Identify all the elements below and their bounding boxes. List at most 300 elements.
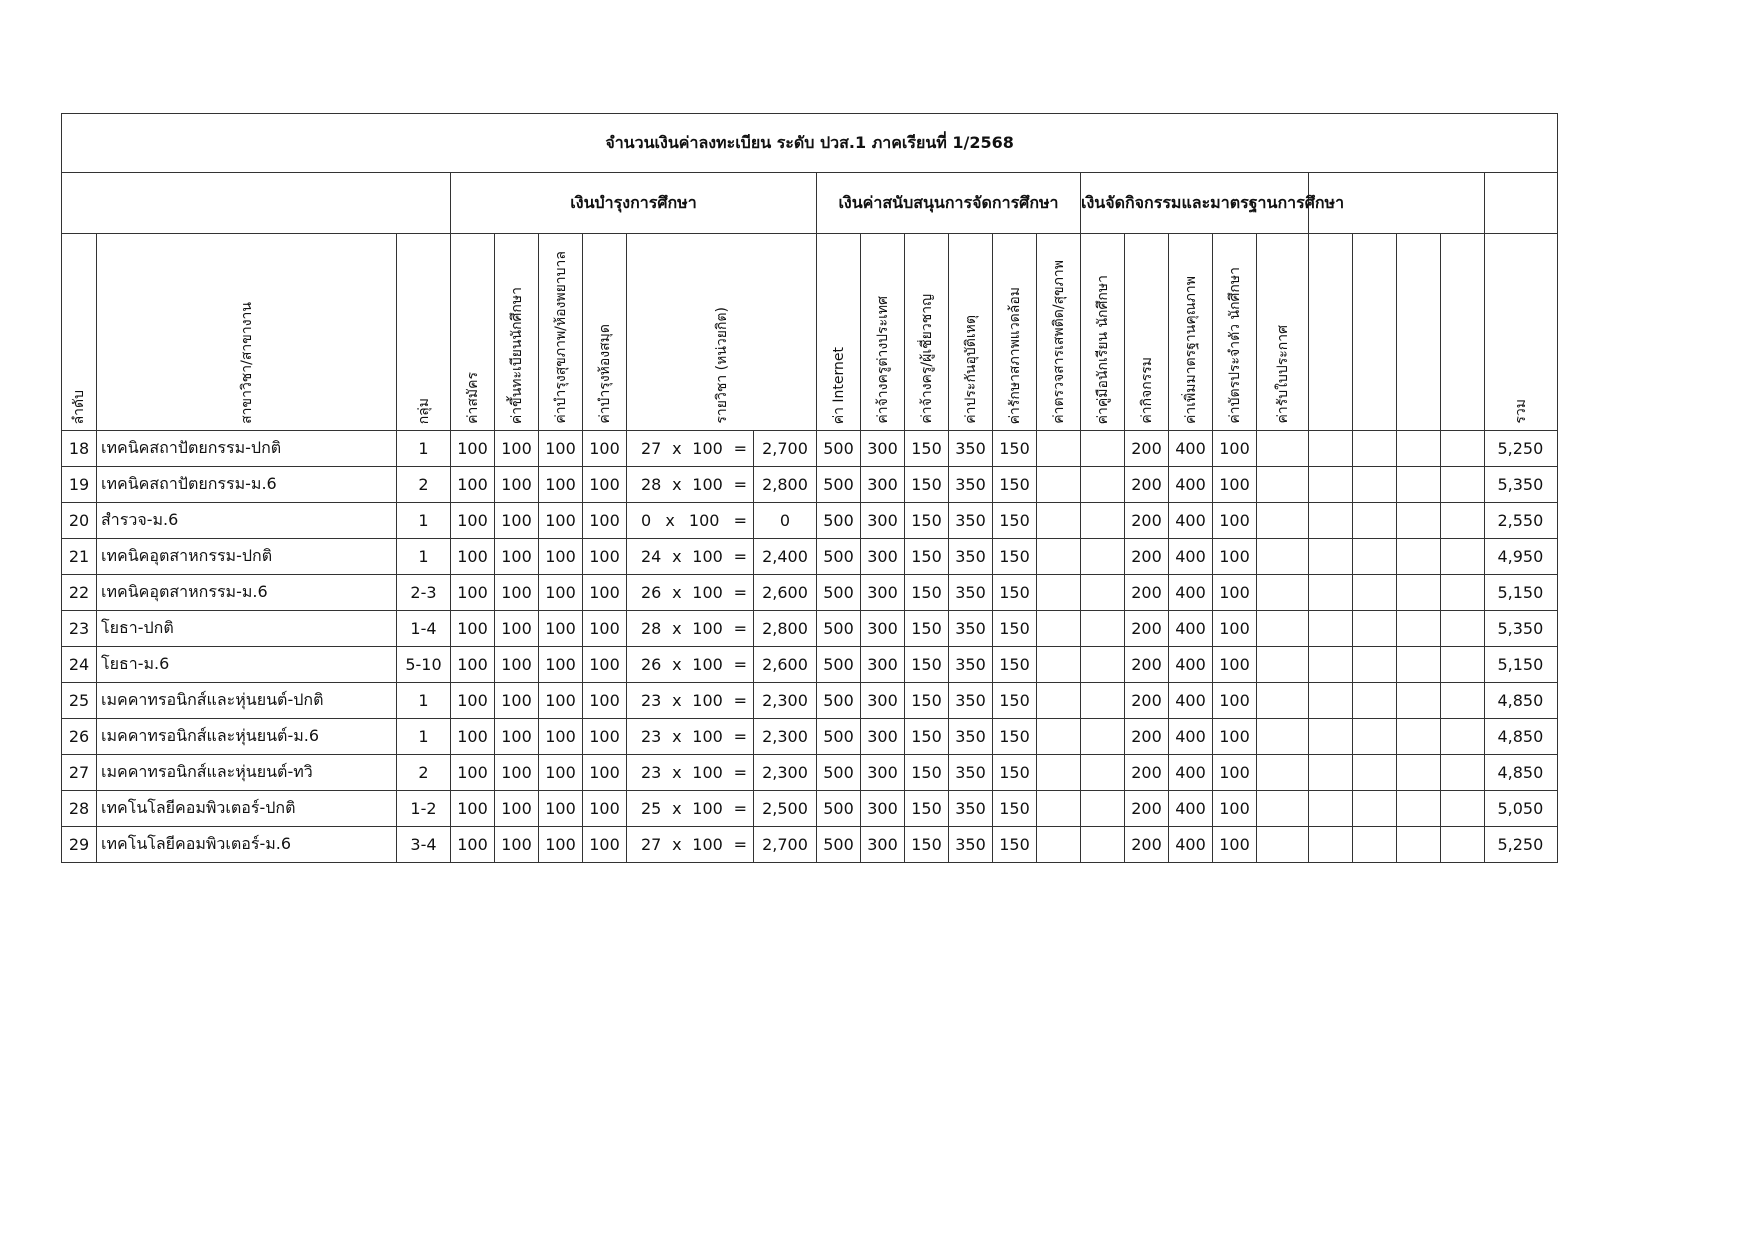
credit-formula: [627, 835, 753, 854]
header-no: [62, 234, 97, 431]
row-no: 25: [62, 683, 97, 719]
equals-sign: =: [733, 655, 747, 674]
header-handbook: [1081, 234, 1125, 431]
row-environment-fee: 150: [993, 647, 1037, 683]
row-credit-subtotal: 2,500: [754, 791, 817, 827]
row-handbook-fee: [1081, 575, 1125, 611]
credit-formula: [627, 547, 753, 566]
row-internet-fee: 500: [817, 431, 861, 467]
row-extra-1: [1309, 719, 1353, 755]
row-extra-3: [1397, 719, 1441, 755]
group-blank-total: [1485, 173, 1558, 234]
rate-value: 100: [692, 835, 723, 854]
times-sign: x: [672, 691, 682, 710]
row-application-fee: 100: [451, 431, 495, 467]
credits-value: 26: [641, 655, 662, 674]
row-extra-2: [1353, 719, 1397, 755]
row-certificate-fee: [1257, 503, 1309, 539]
equals-sign: =: [733, 619, 747, 638]
row-library-fee: 100: [583, 719, 627, 755]
row-extra-1: [1309, 503, 1353, 539]
row-health-fee: 100: [539, 575, 583, 611]
row-registration-fee: 100: [495, 827, 539, 863]
header-no-label: ลำดับ: [71, 389, 87, 424]
row-health-fee: 100: [539, 827, 583, 863]
header-quality-label: ค่าเพิ่มมาตรฐานคุณภาพ: [1182, 276, 1199, 424]
row-application-fee: 100: [451, 755, 495, 791]
row-extra-2: [1353, 539, 1397, 575]
rate-value: 100: [692, 691, 723, 710]
times-sign: x: [672, 835, 682, 854]
row-id-card-fee: 100: [1213, 647, 1257, 683]
row-credit-subtotal: 2,700: [754, 827, 817, 863]
row-library-fee: 100: [583, 755, 627, 791]
credits-value: 23: [641, 691, 662, 710]
header-internet: [817, 234, 861, 431]
rate-value: 100: [692, 655, 723, 674]
row-quality-fee: 400: [1169, 755, 1213, 791]
row-extra-1: [1309, 827, 1353, 863]
row-extra-3: [1397, 575, 1441, 611]
rate-value: 100: [692, 547, 723, 566]
row-foreign-teacher-fee: 300: [861, 719, 905, 755]
row-extra-2: [1353, 683, 1397, 719]
row-registration-fee: 100: [495, 503, 539, 539]
credit-formula: [627, 439, 753, 458]
row-total: 5,150: [1485, 647, 1558, 683]
row-expert-teacher-fee: 150: [905, 647, 949, 683]
row-internet-fee: 500: [817, 683, 861, 719]
row-foreign-teacher-fee: 300: [861, 431, 905, 467]
row-extra-4: [1441, 647, 1485, 683]
row-id-card-fee: 100: [1213, 683, 1257, 719]
header-library-label: ค่าบำรุงห้องสมุด: [596, 324, 613, 424]
header-library: [583, 234, 627, 431]
row-major: เมคคาทรอนิกส์และหุ่นยนต์-ปกติ: [97, 683, 397, 719]
header-per-credit: [627, 234, 817, 431]
row-extra-2: [1353, 611, 1397, 647]
equals-sign: =: [733, 835, 747, 854]
row-activities-fee: 200: [1125, 539, 1169, 575]
row-health-fee: 100: [539, 683, 583, 719]
times-sign: x: [672, 727, 682, 746]
table-row: [62, 503, 1558, 539]
row-health-fee: 100: [539, 755, 583, 791]
row-expert-teacher-fee: 150: [905, 431, 949, 467]
row-environment-fee: 150: [993, 719, 1037, 755]
times-sign: x: [672, 583, 682, 602]
row-activities-fee: 200: [1125, 647, 1169, 683]
row-credit-subtotal: 2,300: [754, 683, 817, 719]
row-certificate-fee: [1257, 575, 1309, 611]
table-row: [62, 755, 1558, 791]
row-drug-test-fee: [1037, 431, 1081, 467]
header-extra-4: [1441, 234, 1485, 431]
credit-formula: [627, 583, 753, 602]
row-total: 5,350: [1485, 611, 1558, 647]
row-handbook-fee: [1081, 755, 1125, 791]
row-id-card-fee: 100: [1213, 791, 1257, 827]
table-title: จำนวนเงินค่าลงทะเบียน ระดับ ปวส.1 ภาคเรียนที่ 1/2568: [62, 114, 1558, 173]
row-quality-fee: 400: [1169, 575, 1213, 611]
row-accident-insurance-fee: 350: [949, 791, 993, 827]
row-certificate-fee: [1257, 539, 1309, 575]
row-quality-fee: 400: [1169, 431, 1213, 467]
table-row: [62, 575, 1558, 611]
row-quality-fee: 400: [1169, 683, 1213, 719]
table-row: [62, 467, 1558, 503]
row-no: 28: [62, 791, 97, 827]
row-extra-4: [1441, 503, 1485, 539]
header-extra-1: [1309, 234, 1353, 431]
row-health-fee: 100: [539, 611, 583, 647]
credit-formula: [627, 655, 753, 674]
column-header-row: [62, 234, 1558, 431]
row-foreign-teacher-fee: 300: [861, 575, 905, 611]
header-quality: [1169, 234, 1213, 431]
row-internet-fee: 500: [817, 791, 861, 827]
row-certificate-fee: [1257, 431, 1309, 467]
header-total: [1485, 234, 1558, 431]
header-environment: [993, 234, 1037, 431]
row-group: 1-2: [397, 791, 451, 827]
row-registration-fee: 100: [495, 431, 539, 467]
row-registration-fee: 100: [495, 683, 539, 719]
row-extra-4: [1441, 611, 1485, 647]
row-extra-1: [1309, 647, 1353, 683]
equals-sign: =: [733, 439, 747, 458]
row-credit-subtotal: 2,600: [754, 647, 817, 683]
row-registration-fee: 100: [495, 575, 539, 611]
equals-sign: =: [733, 583, 747, 602]
row-foreign-teacher-fee: 300: [861, 791, 905, 827]
row-major: เทคโนโลยีคอมพิวเตอร์-ม.6: [97, 827, 397, 863]
row-extra-4: [1441, 791, 1485, 827]
header-health-label: ค่าบำรุงสุขภาพ/ห้องพยาบาล: [552, 251, 569, 424]
row-environment-fee: 150: [993, 503, 1037, 539]
row-expert-teacher-fee: 150: [905, 719, 949, 755]
equals-sign: =: [733, 691, 747, 710]
row-drug-test-fee: [1037, 683, 1081, 719]
row-group: 3-4: [397, 827, 451, 863]
row-handbook-fee: [1081, 539, 1125, 575]
row-drug-test-fee: [1037, 827, 1081, 863]
row-total: 4,850: [1485, 755, 1558, 791]
row-foreign-teacher-fee: 300: [861, 827, 905, 863]
row-major: โยธา-ม.6: [97, 647, 397, 683]
row-extra-2: [1353, 467, 1397, 503]
row-certificate-fee: [1257, 791, 1309, 827]
row-group: 1: [397, 719, 451, 755]
row-group: 1: [397, 683, 451, 719]
row-expert-teacher-fee: 150: [905, 683, 949, 719]
row-accident-insurance-fee: 350: [949, 467, 993, 503]
row-certificate-fee: [1257, 467, 1309, 503]
row-credit-calc: [627, 575, 754, 611]
row-library-fee: 100: [583, 575, 627, 611]
row-library-fee: 100: [583, 683, 627, 719]
times-sign: x: [672, 763, 682, 782]
credit-formula: [627, 511, 753, 530]
row-registration-fee: 100: [495, 719, 539, 755]
header-foreign-teacher-label: ค่าจ้างครูต่างประเทศ: [874, 296, 891, 424]
row-accident-insurance-fee: 350: [949, 647, 993, 683]
row-no: 24: [62, 647, 97, 683]
row-major: เทคนิคอุตสาหกรรม-ม.6: [97, 575, 397, 611]
header-application-label: ค่าสมัคร: [464, 372, 481, 424]
row-accident-insurance-fee: 350: [949, 683, 993, 719]
row-health-fee: 100: [539, 431, 583, 467]
row-extra-3: [1397, 539, 1441, 575]
row-accident-insurance-fee: 350: [949, 503, 993, 539]
row-extra-1: [1309, 683, 1353, 719]
row-activities-fee: 200: [1125, 575, 1169, 611]
equals-sign: =: [733, 511, 747, 530]
row-handbook-fee: [1081, 791, 1125, 827]
row-total: 5,350: [1485, 467, 1558, 503]
row-library-fee: 100: [583, 791, 627, 827]
row-environment-fee: 150: [993, 575, 1037, 611]
row-major: สำรวจ-ม.6: [97, 503, 397, 539]
row-activities-fee: 200: [1125, 467, 1169, 503]
header-drug-test: [1037, 234, 1081, 431]
row-registration-fee: 100: [495, 611, 539, 647]
row-extra-2: [1353, 431, 1397, 467]
header-activities-label: ค่ากิจกรรม: [1138, 357, 1155, 424]
header-major: [97, 234, 397, 431]
equals-sign: =: [733, 475, 747, 494]
row-drug-test-fee: [1037, 647, 1081, 683]
header-registration: [495, 234, 539, 431]
row-foreign-teacher-fee: 300: [861, 647, 905, 683]
row-credit-calc: [627, 503, 754, 539]
row-internet-fee: 500: [817, 719, 861, 755]
row-major: เมคคาทรอนิกส์และหุ่นยนต์-ทวิ: [97, 755, 397, 791]
row-expert-teacher-fee: 150: [905, 467, 949, 503]
row-registration-fee: 100: [495, 791, 539, 827]
row-library-fee: 100: [583, 431, 627, 467]
credits-value: 28: [641, 619, 662, 638]
header-id-card-label: ค่าบัตรประจำตัว นักศึกษา: [1226, 267, 1243, 424]
row-application-fee: 100: [451, 575, 495, 611]
row-application-fee: 100: [451, 503, 495, 539]
row-application-fee: 100: [451, 683, 495, 719]
row-id-card-fee: 100: [1213, 503, 1257, 539]
row-credit-calc: [627, 647, 754, 683]
credit-formula: [627, 763, 753, 782]
row-credit-subtotal: 2,800: [754, 467, 817, 503]
row-extra-2: [1353, 503, 1397, 539]
row-environment-fee: 150: [993, 755, 1037, 791]
credits-value: 27: [641, 439, 662, 458]
row-application-fee: 100: [451, 467, 495, 503]
header-drug-test-label: ค่าตรวจสารเสพติด/สุขภาพ: [1050, 260, 1067, 424]
row-activities-fee: 200: [1125, 611, 1169, 647]
row-extra-1: [1309, 755, 1353, 791]
row-activities-fee: 200: [1125, 431, 1169, 467]
row-internet-fee: 500: [817, 755, 861, 791]
table-row: [62, 791, 1558, 827]
row-quality-fee: 400: [1169, 611, 1213, 647]
row-major: เทคนิคสถาปัตยกรรม-ปกติ: [97, 431, 397, 467]
header-foreign-teacher: [861, 234, 905, 431]
row-credit-calc: [627, 719, 754, 755]
row-quality-fee: 400: [1169, 647, 1213, 683]
row-credit-calc: [627, 467, 754, 503]
row-no: 23: [62, 611, 97, 647]
times-sign: x: [672, 799, 682, 818]
header-certificate: [1257, 234, 1309, 431]
row-id-card-fee: 100: [1213, 467, 1257, 503]
row-application-fee: 100: [451, 719, 495, 755]
credits-value: 27: [641, 835, 662, 854]
row-library-fee: 100: [583, 647, 627, 683]
row-foreign-teacher-fee: 300: [861, 683, 905, 719]
row-health-fee: 100: [539, 467, 583, 503]
credit-formula: [627, 475, 753, 494]
row-expert-teacher-fee: 150: [905, 827, 949, 863]
equals-sign: =: [733, 547, 747, 566]
row-expert-teacher-fee: 150: [905, 755, 949, 791]
times-sign: x: [672, 547, 682, 566]
row-health-fee: 100: [539, 539, 583, 575]
equals-sign: =: [733, 763, 747, 782]
row-drug-test-fee: [1037, 575, 1081, 611]
row-no: 20: [62, 503, 97, 539]
credit-formula: [627, 691, 753, 710]
header-group-label: กลุ่ม: [415, 397, 432, 424]
row-extra-2: [1353, 755, 1397, 791]
credits-value: 0: [641, 511, 652, 530]
row-total: 4,850: [1485, 719, 1558, 755]
rate-value: 100: [688, 511, 720, 530]
row-library-fee: 100: [583, 827, 627, 863]
row-environment-fee: 150: [993, 431, 1037, 467]
row-library-fee: 100: [583, 503, 627, 539]
row-handbook-fee: [1081, 467, 1125, 503]
row-group: 1: [397, 539, 451, 575]
row-no: 27: [62, 755, 97, 791]
row-id-card-fee: 100: [1213, 719, 1257, 755]
rate-value: 100: [692, 439, 723, 458]
row-total: 5,150: [1485, 575, 1558, 611]
row-expert-teacher-fee: 150: [905, 575, 949, 611]
times-sign: x: [665, 511, 675, 530]
row-extra-4: [1441, 539, 1485, 575]
credits-value: 24: [641, 547, 662, 566]
row-foreign-teacher-fee: 300: [861, 755, 905, 791]
row-total: 5,250: [1485, 827, 1558, 863]
row-internet-fee: 500: [817, 467, 861, 503]
row-no: 29: [62, 827, 97, 863]
row-application-fee: 100: [451, 611, 495, 647]
row-activities-fee: 200: [1125, 755, 1169, 791]
row-id-card-fee: 100: [1213, 539, 1257, 575]
row-id-card-fee: 100: [1213, 755, 1257, 791]
rate-value: 100: [692, 727, 723, 746]
row-environment-fee: 150: [993, 467, 1037, 503]
row-environment-fee: 150: [993, 683, 1037, 719]
row-health-fee: 100: [539, 647, 583, 683]
row-library-fee: 100: [583, 539, 627, 575]
row-extra-3: [1397, 503, 1441, 539]
row-handbook-fee: [1081, 647, 1125, 683]
row-health-fee: 100: [539, 791, 583, 827]
header-certificate-label: ค่ารับใบประกาศ: [1274, 325, 1291, 424]
row-activities-fee: 200: [1125, 683, 1169, 719]
row-registration-fee: 100: [495, 755, 539, 791]
rate-value: 100: [692, 799, 723, 818]
row-internet-fee: 500: [817, 827, 861, 863]
table-row: [62, 719, 1558, 755]
row-credit-subtotal: 2,400: [754, 539, 817, 575]
row-drug-test-fee: [1037, 791, 1081, 827]
row-library-fee: 100: [583, 467, 627, 503]
row-id-card-fee: 100: [1213, 827, 1257, 863]
row-application-fee: 100: [451, 791, 495, 827]
row-activities-fee: 200: [1125, 719, 1169, 755]
row-extra-3: [1397, 791, 1441, 827]
row-credit-calc: [627, 791, 754, 827]
row-group: 5-10: [397, 647, 451, 683]
row-extra-3: [1397, 755, 1441, 791]
equals-sign: =: [733, 799, 747, 818]
row-registration-fee: 100: [495, 647, 539, 683]
row-credit-subtotal: 2,800: [754, 611, 817, 647]
row-extra-3: [1397, 611, 1441, 647]
row-application-fee: 100: [451, 539, 495, 575]
header-environment-label: ค่ารักษาสภาพแวดล้อม: [1006, 286, 1023, 424]
row-health-fee: 100: [539, 503, 583, 539]
row-no: 22: [62, 575, 97, 611]
row-quality-fee: 400: [1169, 503, 1213, 539]
header-expert-teacher: [905, 234, 949, 431]
row-credit-subtotal: 2,300: [754, 719, 817, 755]
row-drug-test-fee: [1037, 611, 1081, 647]
row-group: 1-4: [397, 611, 451, 647]
row-credit-subtotal: 0: [754, 503, 817, 539]
header-id-card: [1213, 234, 1257, 431]
row-major: โยธา-ปกติ: [97, 611, 397, 647]
row-certificate-fee: [1257, 647, 1309, 683]
row-activities-fee: 200: [1125, 503, 1169, 539]
row-credit-subtotal: 2,600: [754, 575, 817, 611]
row-internet-fee: 500: [817, 611, 861, 647]
credits-value: 26: [641, 583, 662, 602]
times-sign: x: [672, 619, 682, 638]
row-handbook-fee: [1081, 683, 1125, 719]
row-credit-subtotal: 2,700: [754, 431, 817, 467]
row-group: 1: [397, 503, 451, 539]
row-major: เทคนิคอุตสาหกรรม-ปกติ: [97, 539, 397, 575]
header-health: [539, 234, 583, 431]
row-quality-fee: 400: [1169, 467, 1213, 503]
row-extra-2: [1353, 791, 1397, 827]
row-credit-calc: [627, 611, 754, 647]
rate-value: 100: [692, 763, 723, 782]
times-sign: x: [672, 439, 682, 458]
row-extra-1: [1309, 539, 1353, 575]
header-internet-label: ค่า Internet: [830, 346, 847, 424]
row-certificate-fee: [1257, 719, 1309, 755]
group-activities-standards: เงินจัดกิจกรรมและมาตรฐานการศึกษา: [1081, 173, 1309, 234]
credit-formula: [627, 619, 753, 638]
table-row: [62, 683, 1558, 719]
row-accident-insurance-fee: 350: [949, 827, 993, 863]
row-no: 26: [62, 719, 97, 755]
row-handbook-fee: [1081, 719, 1125, 755]
header-group: [397, 234, 451, 431]
